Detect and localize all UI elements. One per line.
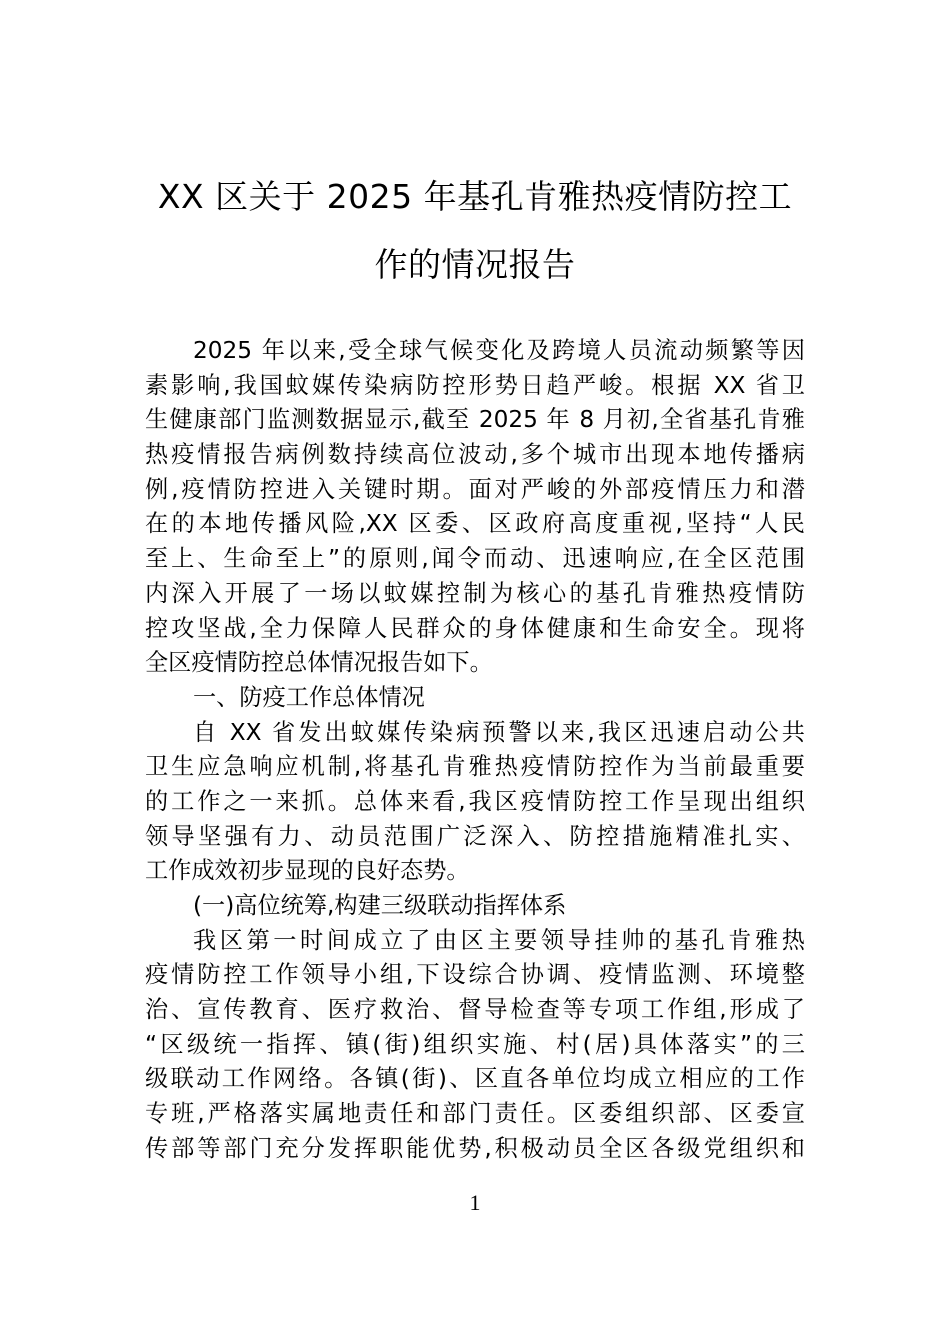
section-heading-1: 一、防疫工作总体情况 xyxy=(193,683,425,711)
intro-paragraph-line: 热疫情报告病例数持续高位波动,多个城市出现本地传播病 xyxy=(145,441,805,469)
intro-paragraph-line: 至上、生命至上”的原则,闻令而动、迅速响应,在全区范围 xyxy=(145,545,805,573)
command-system-paragraph-line: 治、宣传教育、医疗救治、督导检查等专项工作组,形成了 xyxy=(145,996,805,1024)
command-system-paragraph-line: 疫情防控工作领导小组,下设综合协调、疫情监测、环境整 xyxy=(145,961,805,989)
overview-paragraph-line: 工作成效初步显现的良好态势。 xyxy=(145,857,470,885)
intro-paragraph-line: 生健康部门监测数据显示,截至 2025 年 8 月初,全省基孔肯雅 xyxy=(145,406,805,434)
command-system-paragraph-line: “区级统一指挥、镇(街)组织实施、村(居)具体落实”的三 xyxy=(145,1030,805,1058)
overview-paragraph-line: 的工作之一来抓。总体来看,我区疫情防控工作呈现出组织 xyxy=(145,787,805,815)
intro-paragraph-line: 例,疫情防控进入关键时期。面对严峻的外部疫情压力和潜 xyxy=(145,475,805,503)
document-title-line-2: 作的情况报告 xyxy=(374,245,576,284)
overview-paragraph-line: 自 XX 省发出蚊媒传染病预警以来,我区迅速启动公共 xyxy=(193,718,805,746)
intro-paragraph-line: 全区疫情防控总体情况报告如下。 xyxy=(145,649,493,677)
intro-paragraph-line: 2025 年以来,受全球气候变化及跨境人员流动频繁等因 xyxy=(193,337,805,364)
document-body xyxy=(145,334,805,1167)
intro-paragraph-line: 在的本地传播风险,XX 区委、区政府高度重视,坚持“人民 xyxy=(145,510,805,538)
command-system-paragraph-line: 级联动工作网络。各镇(街)、区直各单位均成立相应的工作 xyxy=(145,1065,805,1093)
overview-paragraph-line: 领导坚强有力、动员范围广泛深入、防控措施精准扎实、 xyxy=(145,822,805,850)
command-system-paragraph-line: 传部等部门充分发挥职能优势,积极动员全区各级党组织和 xyxy=(145,1134,805,1162)
intro-paragraph-line: 内深入开展了一场以蚊媒控制为核心的基孔肯雅热疫情防 xyxy=(145,579,805,607)
page-number: 1 xyxy=(469,1190,481,1215)
overview-paragraph-line: 卫生应急响应机制,将基孔肯雅热疫情防控作为当前最重要 xyxy=(145,753,805,781)
document-title-line-1: XX 区关于 2025 年基孔肯雅热疫情防控工 xyxy=(157,177,793,216)
intro-paragraph-line: 控攻坚战,全力保障人民群众的身体健康和生命安全。现将 xyxy=(145,614,805,642)
command-system-paragraph-line: 我区第一时间成立了由区主要领导挂帅的基孔肯雅热 xyxy=(193,926,805,954)
intro-paragraph-line: 素影响,我国蚊媒传染病防控形势日趋严峻。根据 XX 省卫 xyxy=(145,371,805,399)
subsection-heading-1: (一)高位统筹,构建三级联动指挥体系 xyxy=(193,892,567,919)
command-system-paragraph-line: 专班,严格落实属地责任和部门责任。区委组织部、区委宣 xyxy=(145,1100,805,1128)
